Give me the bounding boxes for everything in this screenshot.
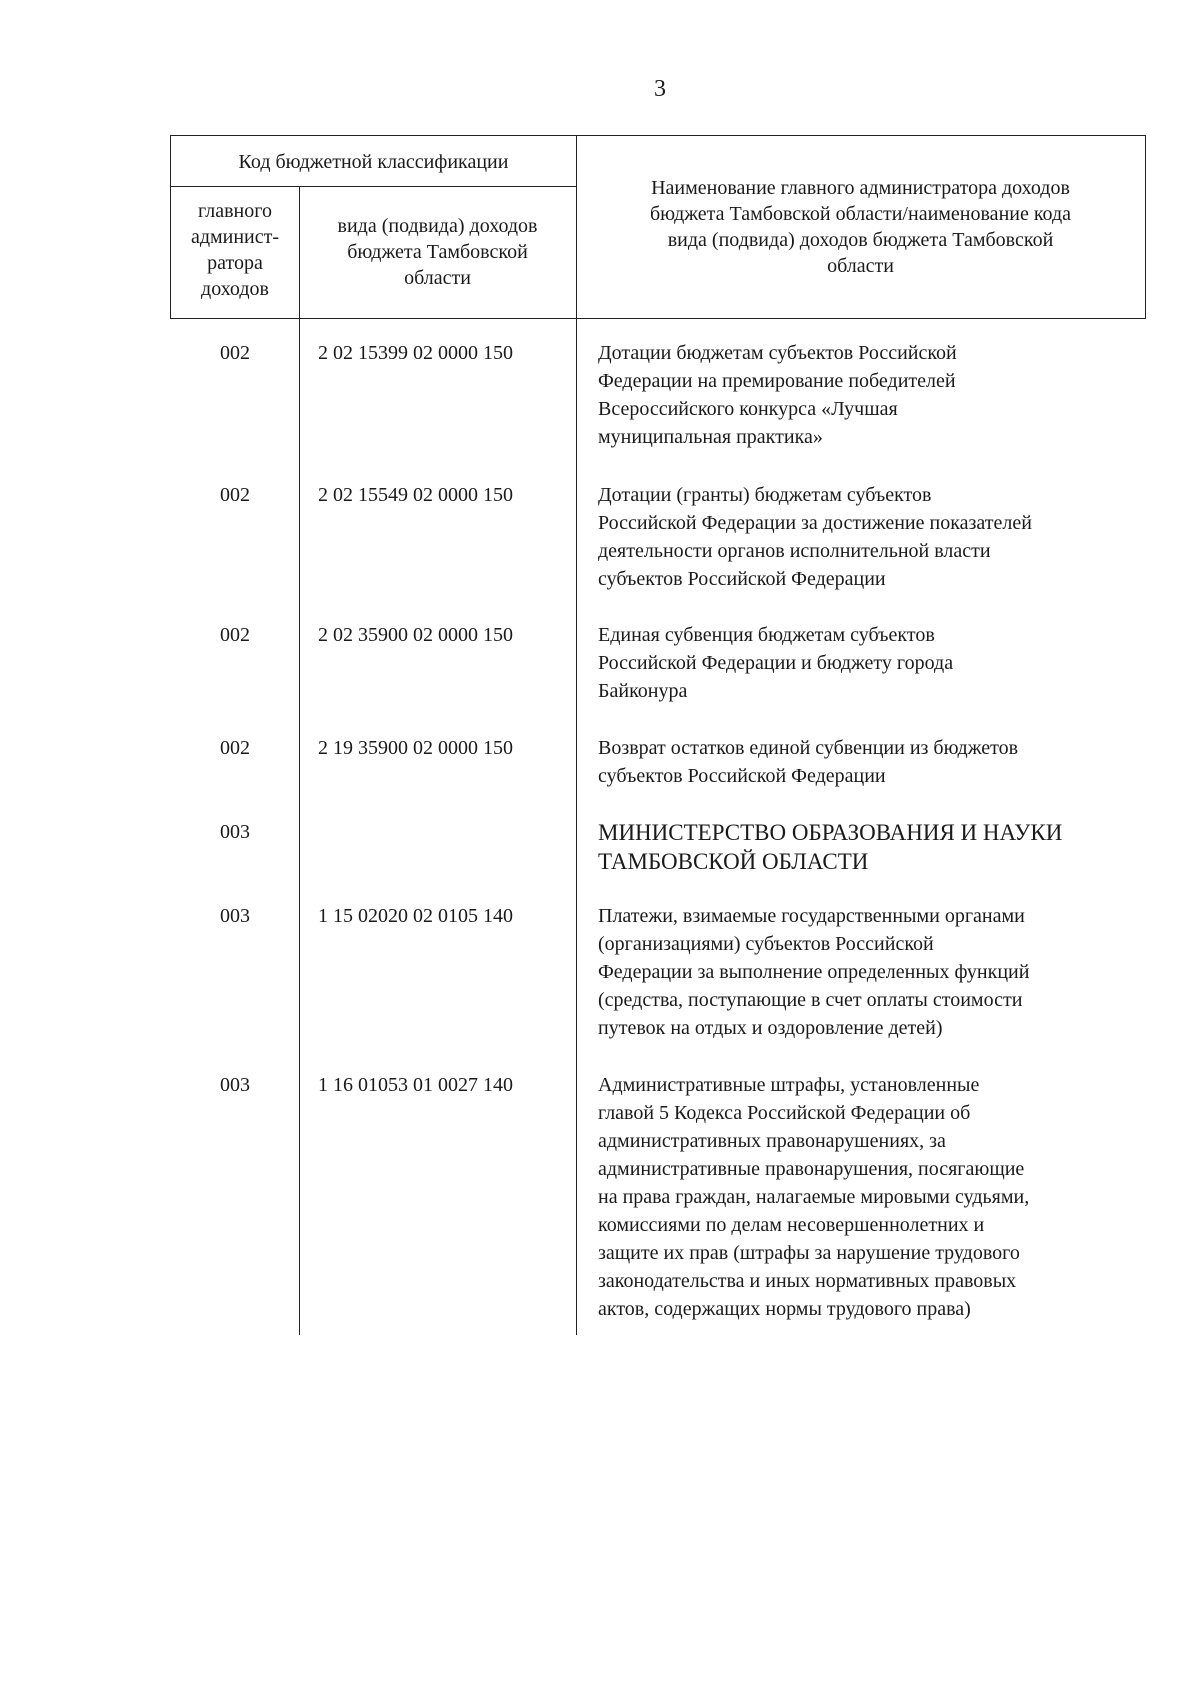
income-name-line: Возврат остатков единой субвенции из бюджетов xyxy=(598,737,1019,759)
administrator-title-line: МИНИСТЕРСТВО ОБРАЗОВАНИЯ И НАУКИ xyxy=(598,820,1063,845)
income-name xyxy=(598,902,1146,1042)
header-admin-line: админист- xyxy=(190,226,280,248)
column-divider xyxy=(576,318,577,1335)
admin-code: 003 xyxy=(220,1074,250,1096)
income-code: 1 16 01053 01 0027 140 xyxy=(318,1074,513,1096)
income-name-line: (средства, поступающие в счет оплаты стоимости xyxy=(598,989,1023,1011)
income-name-line: Байконура xyxy=(598,680,688,702)
header-name-line: Наименование главного администратора доходов xyxy=(651,177,1070,199)
header-vid-line: области xyxy=(404,267,471,289)
income-name-line: административные правонарушения, посягающие xyxy=(598,1158,1025,1180)
administrator-title-line: ТАМБОВСКОЙ ОБЛАСТИ xyxy=(598,849,869,874)
admin-code: 003 xyxy=(220,905,250,927)
income-name xyxy=(598,339,1146,451)
admin-code: 002 xyxy=(220,624,250,646)
header-vid-line: бюджета Тамбовской xyxy=(347,241,528,263)
income-name-line: комиссиями по делам несовершеннолетних и xyxy=(598,1214,985,1236)
income-name-line: главой 5 Кодекса Российской Федерации об xyxy=(598,1102,971,1124)
income-name xyxy=(598,734,1146,790)
income-name-line: Дотации (гранты) бюджетам субъектов xyxy=(598,484,932,506)
income-code: 1 15 02020 02 0105 140 xyxy=(318,905,513,927)
admin-code: 002 xyxy=(220,737,250,759)
income-code: 2 02 15549 02 0000 150 xyxy=(318,484,513,506)
header-admin-line: доходов xyxy=(201,278,269,300)
income-name-line: (организациями) субъектов Российской xyxy=(598,933,934,955)
income-name xyxy=(598,1071,1146,1323)
income-code: 2 19 35900 02 0000 150 xyxy=(318,737,513,759)
income-name-line: законодательства и иных нормативных правовых xyxy=(598,1270,1017,1292)
page-number: 3 xyxy=(654,76,666,102)
income-name-line: путевок на отдых и оздоровление детей) xyxy=(598,1017,943,1039)
income-name-line: актов, содержащих нормы трудового права) xyxy=(598,1298,971,1320)
header-name-line: вида (подвида) доходов бюджета Тамбовской xyxy=(667,229,1054,251)
income-name-line: Платежи, взимаемые государственными органами xyxy=(598,905,1025,927)
income-name xyxy=(598,481,1146,593)
header-kbk: Код бюджетной классификации xyxy=(238,151,509,173)
income-name xyxy=(598,621,1146,705)
income-name-line: на права граждан, налагаемые мировыми судьями, xyxy=(598,1186,1030,1208)
income-name-line: Дотации бюджетам субъектов Российской xyxy=(598,342,957,364)
header-name xyxy=(576,175,1145,279)
income-name-line: деятельности органов исполнительной власти xyxy=(598,540,991,562)
header-divider xyxy=(171,186,576,187)
income-code: 2 02 15399 02 0000 150 xyxy=(318,342,513,364)
income-code: 2 02 35900 02 0000 150 xyxy=(318,624,513,646)
administrator-title xyxy=(598,818,1146,876)
header-vid-line: вида (подвида) доходов xyxy=(337,215,538,237)
income-name-line: Российской Федерации за достижение показателей xyxy=(598,512,1032,534)
income-name-line: Российской Федерации и бюджету города xyxy=(598,652,954,674)
admin-code: 002 xyxy=(220,484,250,506)
header-vid xyxy=(299,213,576,291)
header-name-line: бюджета Тамбовской области/наименование кода xyxy=(649,203,1072,225)
income-name-line: Административные штрафы, установленные xyxy=(598,1074,980,1096)
income-name-line: муниципальная практика» xyxy=(598,426,823,448)
header-admin-line: главного xyxy=(198,200,272,222)
header-admin-line: ратора xyxy=(207,252,263,274)
income-name-line: субъектов Российской Федерации xyxy=(598,568,886,590)
income-name-line: Федерации за выполнение определенных функций xyxy=(598,961,1030,983)
income-name-line: субъектов Российской Федерации xyxy=(598,765,886,787)
income-name-line: Единая субвенция бюджетам субъектов xyxy=(598,624,935,646)
header-admin xyxy=(171,198,299,302)
admin-code: 002 xyxy=(220,342,250,364)
income-name-line: административных правонарушениях, за xyxy=(598,1130,946,1152)
income-name-line: защите их прав (штрафы за нарушение трудового xyxy=(598,1242,1020,1264)
income-name-line: Всероссийского конкурса «Лучшая xyxy=(598,398,898,420)
income-name-line: Федерации на премирование победителей xyxy=(598,370,956,392)
table-header xyxy=(170,135,1146,319)
header-name-line: области xyxy=(827,255,894,277)
admin-code: 003 xyxy=(220,821,250,843)
